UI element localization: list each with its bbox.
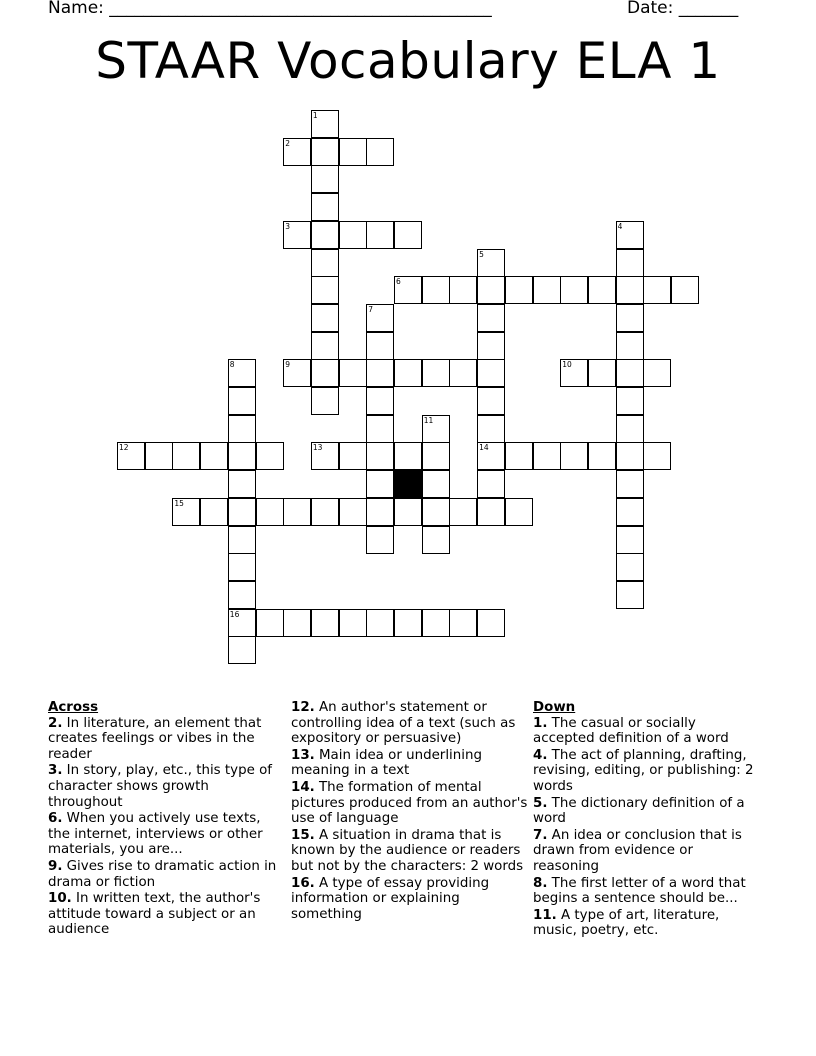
clue-text: The formation of mental pictures produced from an author's use of language [291,779,528,827]
cell-number: 8 [229,360,235,370]
cell-number: 13 [312,443,323,453]
grid-cell[interactable] [505,276,533,304]
clue-text: A type of art, literature, music, poetry, etc. [533,907,720,939]
grid-cell[interactable] [366,138,394,166]
clue-down-8 [533,876,758,907]
grid-cell[interactable] [394,221,422,249]
clue-text: When you actively use texts, the internet, interviews or other materials, you are... [48,811,263,858]
cell-number: 11 [423,415,434,425]
grid-cell[interactable] [616,526,644,554]
grid-cell[interactable] [616,498,644,526]
grid-cell[interactable] [117,442,145,470]
clue-number: 4. [533,747,548,763]
clue-down-1 [533,716,758,747]
cell-number: 16 [229,609,240,619]
clue-text: An idea or conclusion that is drawn from evidence or reasoning [533,827,742,874]
grid-cell[interactable] [228,636,256,664]
name-field-line[interactable]: Name: _____________________________________________ [48,0,492,18]
grid-cell[interactable] [616,249,644,277]
grid-cell[interactable] [394,276,422,304]
grid-cell[interactable] [477,470,505,498]
clue-down-5 [533,796,758,827]
grid-cell[interactable] [366,470,394,498]
clue-text: A situation in drama that is known by the audience or readers but not by the characters: 2 words [291,827,524,874]
grid-cell[interactable] [505,442,533,470]
grid-cell[interactable] [616,553,644,581]
clue-across-16 [291,876,529,923]
puzzle-title: STAAR Vocabulary ELA 1 [95,32,721,90]
clue-across-12 [291,700,529,747]
cell-number: 1 [312,111,318,120]
across-clues-continued [291,700,529,923]
grid-cell[interactable] [449,498,477,526]
grid-cell[interactable] [200,498,228,526]
cell-number: 3 [285,221,290,231]
clue-number: 12. [291,700,315,715]
grid-cell[interactable] [671,276,699,304]
clue-number: 15. [291,827,315,843]
cell-number: 10 [562,360,572,370]
grid-cell[interactable] [283,498,311,526]
grid-cell[interactable] [366,526,394,554]
grid-cell[interactable] [283,221,311,249]
grid-cell[interactable] [228,415,256,443]
grid-cell[interactable] [311,332,339,360]
clue-across-14 [291,780,529,827]
grid-cell[interactable] [449,609,477,637]
grid-cell[interactable] [366,387,394,415]
grid-cell[interactable] [616,304,644,332]
clue-text: The casual or socially accepted definition of a word [533,715,729,747]
clue-number: 6. [48,811,63,827]
grid-cell[interactable] [422,276,450,304]
clue-across-3 [48,763,283,810]
clue-across-10 [48,891,283,938]
clue-number: 5. [533,795,548,811]
clue-across-9 [48,859,283,890]
grid-cell[interactable] [616,581,644,609]
grid-cell[interactable] [283,359,311,387]
down-clues-column [533,700,758,940]
grid-cell[interactable] [616,387,644,415]
grid-cell[interactable] [616,415,644,443]
cell-number: 7 [368,304,374,314]
grid-cell[interactable] [616,442,644,470]
grid-cell[interactable] [422,415,450,443]
grid-cell[interactable] [366,304,394,332]
grid-cell[interactable] [228,581,256,609]
cell-number: 2 [285,138,290,148]
grid-cell[interactable] [228,609,256,637]
clue-text: In literature, an element that creates feelings or vibes in the reader [48,715,262,762]
clue-number: 7. [533,827,548,843]
grid-cell[interactable] [311,276,339,304]
grid-cell[interactable] [339,442,367,470]
grid-cell[interactable] [422,442,450,470]
grid-cell[interactable] [283,609,311,637]
clue-text: Gives rise to dramatic action in drama or fiction [48,858,277,890]
cell-number: 12 [119,443,129,453]
grid-cell[interactable] [172,442,200,470]
clue-number: 10. [48,891,72,907]
grid-cell[interactable] [256,498,284,526]
grid-cell[interactable] [449,359,477,387]
grid-cell[interactable] [228,387,256,415]
grid-cell[interactable] [616,221,644,249]
grid-cell[interactable] [394,498,422,526]
down-heading: Down [533,700,576,715]
clue-text: An author's statement or controlling idea of a text (such as expository or persuasive) [291,700,516,747]
clue-number: 3. [48,763,63,779]
clue-across-13 [291,748,529,779]
cell-number: 9 [285,360,290,370]
grid-cell[interactable] [339,138,367,166]
grid-cell[interactable] [643,276,671,304]
grid-cell[interactable] [311,387,339,415]
clue-number: 11. [533,907,557,923]
date-field-line[interactable]: Date: _______ [627,0,739,18]
grid-cell[interactable] [616,276,644,304]
grid-cell[interactable] [228,359,256,387]
clue-number: 16. [291,875,315,891]
grid-cell[interactable] [228,442,256,470]
clue-text: In written text, the author's attitude toward a subject or an audience [48,891,261,938]
grid-cell[interactable] [311,221,339,249]
grid-cell[interactable] [311,193,339,221]
grid-cell[interactable] [145,442,173,470]
grid-cell[interactable] [477,276,505,304]
grid-cell[interactable] [228,526,256,554]
grid-cell[interactable] [366,359,394,387]
clue-down-4 [533,748,758,795]
grid-cell[interactable] [616,359,644,387]
grid-cell[interactable] [366,415,394,443]
clue-down-7 [533,828,758,875]
grid-cell[interactable] [560,359,588,387]
grid-cell[interactable] [366,221,394,249]
blocked-cell [394,470,422,498]
grid-cell[interactable] [394,609,422,637]
clue-across-15 [291,828,529,875]
grid-cell[interactable] [560,276,588,304]
clue-text: In story, play, etc., this type of character shows growth throughout [48,763,272,810]
across-clues-column [48,700,283,939]
grid-cell[interactable] [228,553,256,581]
clue-text: The dictionary definition of a word [533,795,745,827]
grid-cell[interactable] [588,276,616,304]
grid-cell[interactable] [477,249,505,277]
grid-cell[interactable] [394,442,422,470]
grid-cell[interactable] [477,359,505,387]
clue-across-6 [48,811,283,858]
grid-cell[interactable] [616,470,644,498]
grid-cell[interactable] [560,442,588,470]
grid-cell[interactable] [228,498,256,526]
grid-cell[interactable] [256,609,284,637]
grid-cell[interactable] [422,498,450,526]
cell-number: 5 [479,249,484,259]
clue-number: 1. [533,715,548,731]
grid-cell[interactable] [422,609,450,637]
grid-cell[interactable] [311,304,339,332]
clue-text: Main idea or underlining meaning in a text [291,747,482,779]
grid-cell[interactable] [339,221,367,249]
across-heading: Across [48,700,99,715]
grid-cell[interactable] [588,359,616,387]
grid-cell[interactable] [505,498,533,526]
grid-cell[interactable] [366,609,394,637]
grid-cell[interactable] [422,526,450,554]
clue-across-2 [48,716,283,763]
grid-cell[interactable] [311,359,339,387]
clue-number: 14. [291,779,315,795]
grid-cell[interactable] [339,609,367,637]
grid-cell[interactable] [311,249,339,277]
grid-cell[interactable] [477,609,505,637]
clue-text: The act of planning, drafting, revising, editing, or publishing: 2 words [533,747,754,794]
cell-number: 4 [617,221,623,231]
grid-cell[interactable] [311,609,339,637]
clue-number: 2. [48,715,63,731]
grid-cell[interactable] [366,442,394,470]
clue-text: The first letter of a word that begins a sentence should be... [533,875,746,907]
cell-number: 14 [479,443,489,453]
clue-down-11 [533,908,758,939]
grid-cell[interactable] [311,165,339,193]
grid-cell[interactable] [643,359,671,387]
cell-number: 6 [396,277,401,287]
grid-cell[interactable] [616,332,644,360]
grid-cell[interactable] [477,332,505,360]
grid-cell[interactable] [477,387,505,415]
clue-text: A type of essay providing information or explaining something [291,875,490,922]
grid-cell[interactable] [256,442,284,470]
grid-cell[interactable] [366,498,394,526]
clue-number: 8. [533,875,548,891]
grid-cell[interactable] [477,498,505,526]
grid-cell[interactable] [449,276,477,304]
cell-number: 15 [174,498,184,508]
grid-cell[interactable] [366,332,394,360]
grid-cell[interactable] [311,138,339,166]
grid-cell[interactable] [283,138,311,166]
grid-cell[interactable] [339,498,367,526]
grid-cell[interactable] [228,470,256,498]
grid-cell[interactable] [339,359,367,387]
grid-cell[interactable] [311,442,339,470]
grid-cell[interactable] [643,442,671,470]
grid-cell[interactable] [200,442,228,470]
grid-cell[interactable] [533,442,561,470]
clue-number: 13. [291,747,315,763]
grid-cell[interactable] [394,359,422,387]
grid-cell[interactable] [477,415,505,443]
grid-cell[interactable] [477,442,505,470]
grid-cell[interactable] [311,110,339,138]
grid-cell[interactable] [172,498,200,526]
grid-cell[interactable] [588,442,616,470]
grid-cell[interactable] [422,359,450,387]
clue-number: 9. [48,858,63,874]
grid-cell[interactable] [422,470,450,498]
grid-cell[interactable] [477,304,505,332]
grid-cell[interactable] [533,276,561,304]
grid-cell[interactable] [311,498,339,526]
